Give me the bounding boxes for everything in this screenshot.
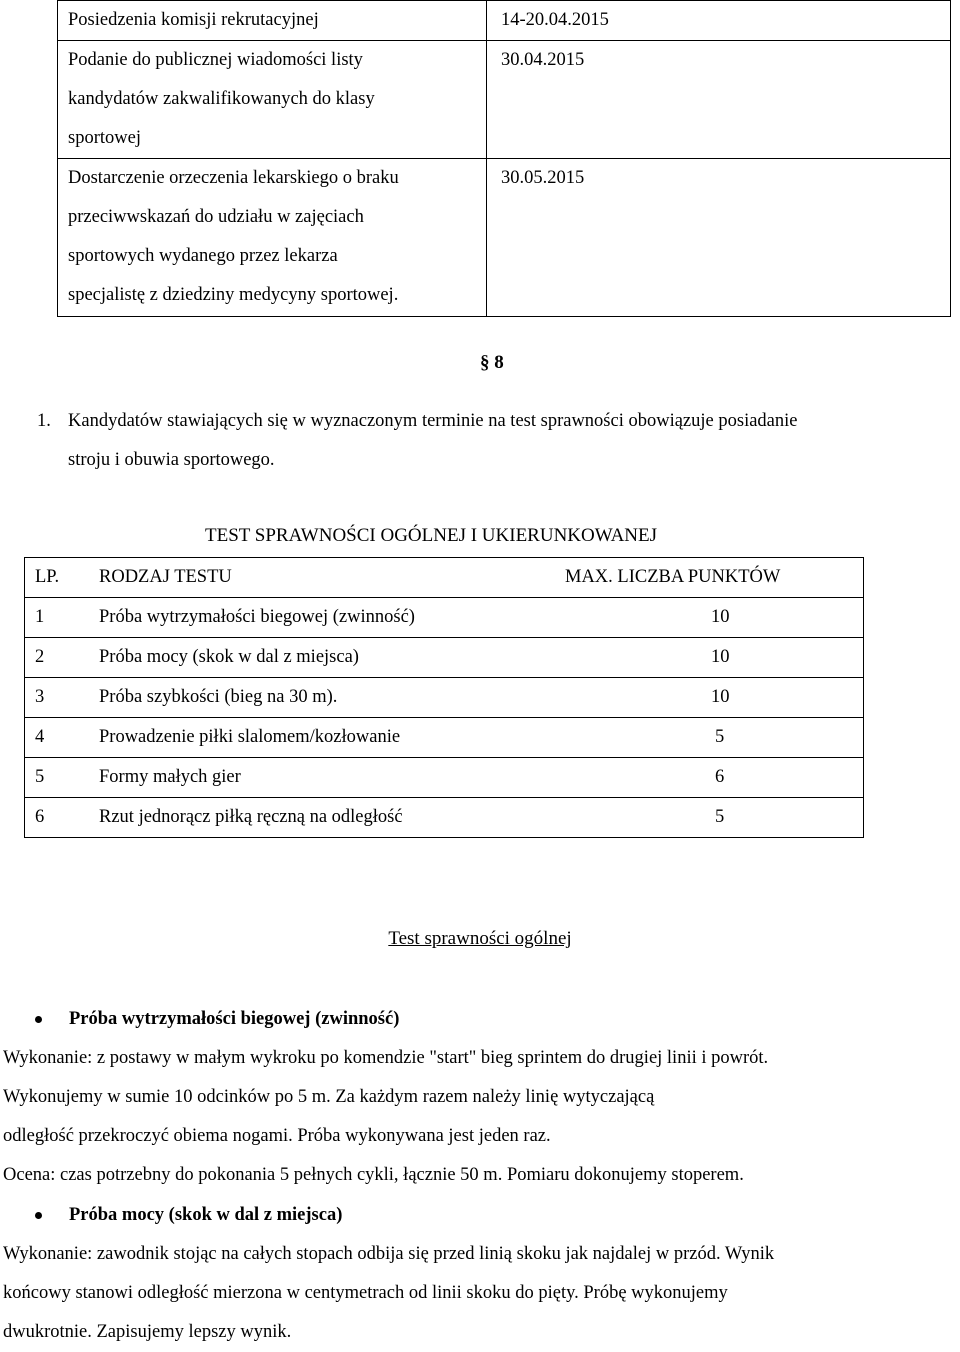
schedule-task-line: sportowej [68,128,141,148]
body-line: Wykonanie: zawodnik stojąc na całych stopach odbija się przed linią skoku jak najdalej w przód. Wynik [3,1244,775,1264]
row-test-name: Próba wytrzymałości biegowej (zwinność) [99,598,523,638]
table-row [25,678,864,718]
row-test-name: Próba mocy (skok w dal z miejsca) [99,638,523,678]
row-points: 10 [523,678,864,718]
row-lp: 2 [25,638,100,678]
table-row [25,718,864,758]
bullet-heading-text: Próba wytrzymałości biegowej (zwinność) [69,1009,400,1029]
row-lp: 4 [25,718,100,758]
header-max-points: MAX. LICZBA PUNKTÓW [523,558,864,598]
row-lp: 3 [25,678,100,718]
row-lp: 1 [25,598,100,638]
schedule-task-line: sportowych wydanego przez lekarza [68,246,338,266]
bullet-heading-text: Próba mocy (skok w dal z miejsca) [69,1205,343,1225]
row-lp: 5 [25,758,100,798]
point-number: 1. [37,411,51,431]
body-line: odległość przekroczyć obiema nogami. Próba wykonywana jest jeden raz. [3,1126,551,1146]
test-table [24,557,864,838]
table-row [25,758,864,798]
schedule-task-line: specjalistę z dziedziny medycyny sportowej. [68,285,399,305]
schedule-row [58,159,951,317]
body-line: Wykonanie: z postawy w małym wykroku po komendzie "start" bieg sprintem do drugiej linii i powrót. [3,1048,769,1068]
row-test-name: Formy małych gier [99,758,523,798]
body-line: Wykonujemy w sumie 10 odcinków po 5 m. Za każdym razem należy linię wytyczającą [3,1087,655,1107]
paragraph-mark: § 8 [480,352,504,373]
schedule-date [487,1,951,41]
schedule-task [58,41,487,159]
schedule-task-line: Posiedzenia komisji rekrutacyjnej [68,10,319,30]
row-test-name: Prowadzenie piłki slalomem/kozłowanie [99,718,523,758]
row-test-name: Rzut jednorącz piłką ręczną na odległość [99,798,523,838]
row-test-name: Próba szybkości (bieg na 30 m). [99,678,523,718]
point-text [68,402,958,480]
schedule-task-line: kandydatów zakwalifikowanych do klasy [68,89,375,109]
row-points: 5 [523,798,864,838]
row-points: 6 [523,758,864,798]
schedule-date [487,159,951,317]
table-row [25,638,864,678]
header-type: RODZAJ TESTU [99,558,523,598]
point-text-line: stroju i obuwia sportowego. [68,450,275,470]
general-test-title: Test sprawności ogólnej [388,928,572,949]
schedule-table [57,0,951,317]
schedule-task-line: Dostarczenie orzeczenia lekarskiego o braku [68,168,399,188]
schedule-date-text: 14-20.04.2015 [501,10,609,30]
body-line: dwukrotnie. Zapisujemy lepszy wynik. [3,1322,292,1342]
table-row [25,798,864,838]
schedule-date [487,41,951,159]
body-line: Ocena: czas potrzebny do pokonania 5 pełnych cykli, łącznie 50 m. Pomiaru dokonujemy stoperem. [3,1165,744,1185]
bullet-dot-icon [35,1016,42,1023]
test-table-header [25,558,864,598]
header-lp: LP. [25,558,100,598]
row-points: 5 [523,718,864,758]
body-line: końcowy stanowi odległość mierzona w centymetrach od linii skoku do pięty. Próbę wykonujemy [3,1283,728,1303]
schedule-row [58,1,951,41]
schedule-task [58,1,487,41]
schedule-task [58,159,487,317]
table-row [25,598,864,638]
row-points: 10 [523,638,864,678]
schedule-task-line: przeciwwskazań do udziału w zajęciach [68,207,364,227]
schedule-date-text: 30.04.2015 [501,50,585,70]
point-text-line: Kandydatów stawiających się w wyznaczonym terminie na test sprawności obowiązuje posiadanie [68,411,798,431]
bullet-dot-icon [35,1212,42,1219]
row-lp: 6 [25,798,100,838]
row-points: 10 [523,598,864,638]
schedule-date-text: 30.05.2015 [501,168,585,188]
schedule-task-line: Podanie do publicznej wiadomości listy [68,50,363,70]
test-table-title: TEST SPRAWNOŚCI OGÓLNEJ I UKIERUNKOWANEJ [205,525,658,546]
schedule-row [58,41,951,159]
